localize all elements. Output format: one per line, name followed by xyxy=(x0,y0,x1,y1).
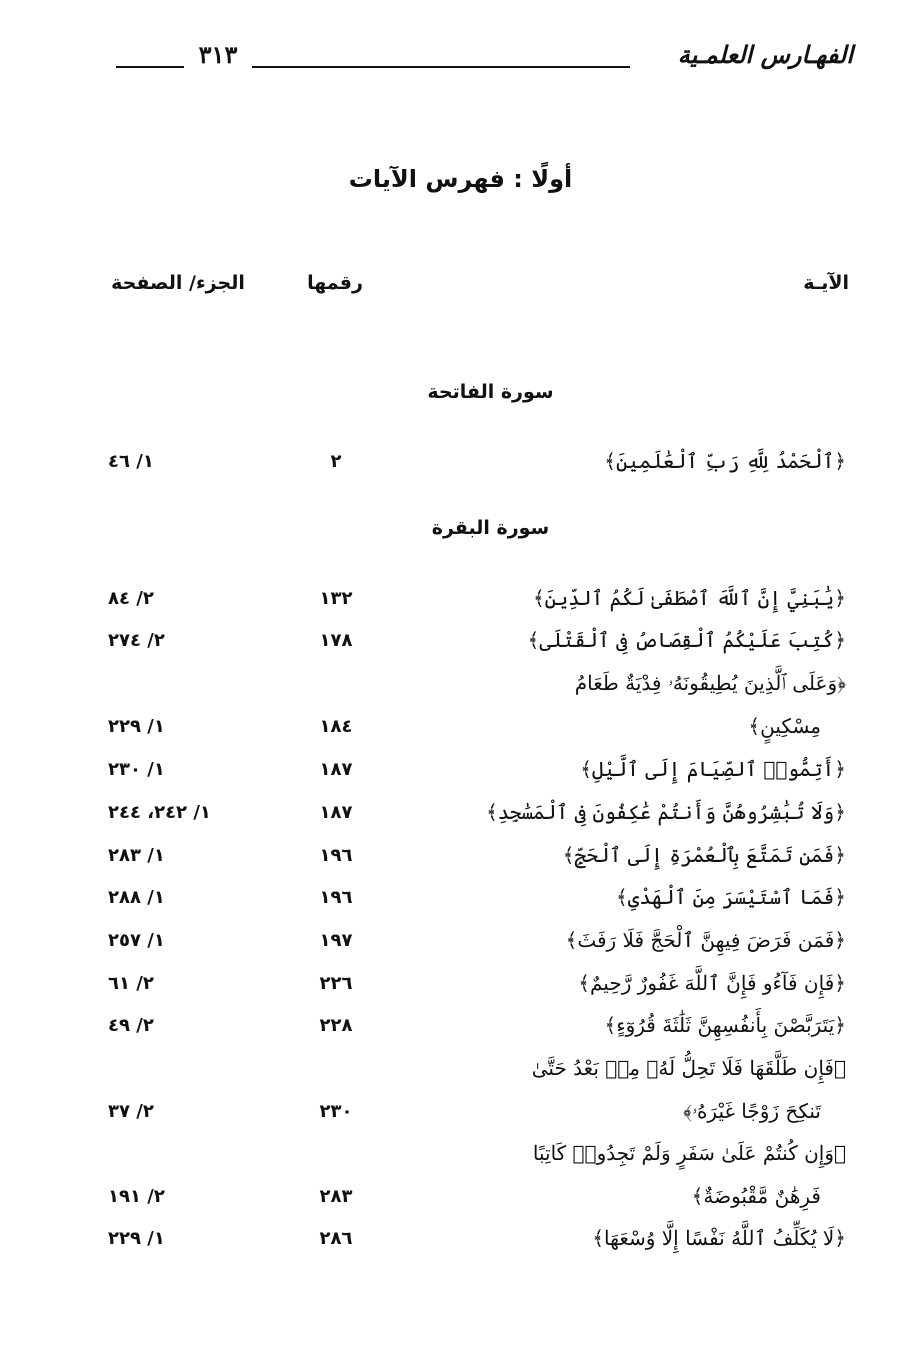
verse-text: ﴿فَمَن تَمَتَّعَ بِٱلْعُمْرَةِ إِلَى ٱلْحَجِّ﴾ xyxy=(562,843,846,867)
table-row xyxy=(0,885,921,925)
verse-text: ﴿يَتَرَبَّصْنَ بِأَنفُسِهِنَّ ثَلَٰثَةَ قُرُوٓءٍ﴾ xyxy=(604,1013,846,1037)
volume-page xyxy=(108,673,248,694)
verse-text: ﴿وَعَلَى ٱلَّذِينَ يُطِيقُونَهُۥ فِدْيَةٌ طَعَامُ xyxy=(574,671,846,695)
volume-page-value: ٢/ ٤٩ xyxy=(108,1015,154,1036)
table-row xyxy=(0,628,921,668)
table-row xyxy=(0,757,921,797)
verse-text: فَرِهَٰنٌ مَّقْبُوضَةٌ﴾ xyxy=(691,1184,821,1208)
volume-page-value: ٢/ ٣٧ xyxy=(108,1101,154,1122)
verse-number: ١٩٧ xyxy=(319,930,353,951)
column-header-page: الجزء/ الصفحة xyxy=(111,272,245,294)
volume-page xyxy=(108,973,248,994)
verse-number: ١٨٧ xyxy=(319,802,353,823)
verse-text: ﴿فَمَا ٱسْتَيْسَرَ مِنَ ٱلْهَدْىِ﴾ xyxy=(615,885,846,909)
header-rule xyxy=(116,66,184,68)
volume-page xyxy=(108,759,248,780)
volume-page-value: ٢/ ٨٤ xyxy=(108,588,154,609)
verse-text: ﴿فَمَن فَرَضَ فِيهِنَّ ٱلْحَجَّ فَلَا رَفَثَ﴾ xyxy=(565,928,846,952)
column-header-number: رقمها xyxy=(307,272,363,294)
volume-page xyxy=(108,802,248,823)
table-row xyxy=(0,1226,921,1266)
table-row xyxy=(0,1099,921,1139)
verse-text: ﴿كُتِبَ عَلَيْكُمُ ٱلْقِصَاصُ فِى ٱلْقَتْلَى﴾ xyxy=(527,628,846,652)
table-row xyxy=(0,714,921,754)
volume-page-value: ١/ ٢٢٩ xyxy=(108,1228,165,1249)
volume-page xyxy=(108,716,248,737)
verse-number: ١٧٨ xyxy=(319,630,353,651)
verse-number: ٢٨٣ xyxy=(319,1186,353,1207)
verse-number: ٢٢٨ xyxy=(319,1015,353,1036)
verse-number: ١٩٦ xyxy=(319,887,353,908)
verse-text: ﴿فَإِن فَآءُو فَإِنَّ ٱللَّهَ غَفُورٌ رَّحِيمٌ﴾ xyxy=(578,971,846,995)
volume-page-value: ١/ ٢٨٨ xyxy=(108,887,165,908)
volume-page-value: ١/ ٤٦ xyxy=(108,451,154,472)
table-row xyxy=(0,1013,921,1053)
volume-page xyxy=(108,1143,248,1164)
volume-page xyxy=(108,451,248,472)
header-rule xyxy=(252,66,630,68)
verse-text: ﴿وَلَا تُبَٰشِرُوهُنَّ وَأَنتُمْ عَٰكِفُونَ فِى ٱلْمَسَٰجِدِ﴾ xyxy=(486,800,846,824)
table-row xyxy=(0,1056,921,1096)
verse-text: ﴿لَا يُكَلِّفُ ٱللَّهُ نَفْسًا إِلَّا وُسْعَهَا﴾ xyxy=(592,1226,846,1250)
verse-number: ١٨٤ xyxy=(319,716,353,737)
volume-page-value: ١/ ٢٥٧ xyxy=(108,930,165,951)
running-title: الفهـارس العلمـية xyxy=(677,40,853,69)
volume-page xyxy=(108,845,248,866)
page-number: ٣١٣ xyxy=(198,40,238,69)
volume-page xyxy=(108,1186,248,1207)
volume-page xyxy=(108,1015,248,1036)
volume-page xyxy=(108,930,248,951)
verse-number: ١٣٢ xyxy=(319,588,353,609)
verse-number: ٢٢٦ xyxy=(319,973,353,994)
column-header-aya: الآيـة xyxy=(803,272,849,294)
volume-page-value: ١/ ٢٣٠ xyxy=(108,759,165,780)
volume-page-value: ٢/ ٢٧٤ xyxy=(108,630,165,651)
volume-page xyxy=(108,1058,248,1079)
verse-text: ﴿فَإِن طَلَّقَهَا فَلَا تَحِلُّ لَهُۥ مِنۢ بَعْدُ حَتَّىٰ xyxy=(531,1056,846,1080)
table-row xyxy=(0,971,921,1011)
verse-text: ﴿ٱلْحَمْدُ لِلَّهِ رَبِّ ٱلْعَٰلَمِينَ﴾ xyxy=(604,449,846,473)
verse-text: تَنكِحَ زَوْجًا غَيْرَهُۥ﴾ xyxy=(683,1099,821,1123)
table-row xyxy=(0,449,921,489)
volume-page xyxy=(108,588,248,609)
volume-page xyxy=(108,630,248,651)
table-row xyxy=(0,928,921,968)
surah-heading: سورة الفاتحة xyxy=(427,381,554,403)
table-row xyxy=(0,1184,921,1224)
volume-page xyxy=(108,1228,248,1249)
verse-number: ١٨٧ xyxy=(319,759,353,780)
volume-page-value: ٢/ ١٩١ xyxy=(108,1186,165,1207)
volume-page-value: ١/ ٢٢٩ xyxy=(108,716,165,737)
volume-page xyxy=(108,1101,248,1122)
table-row xyxy=(0,671,921,711)
verse-number: ٢ xyxy=(330,451,342,472)
table-row xyxy=(0,843,921,883)
verse-text: مِسْكِينٍ﴾ xyxy=(748,714,821,738)
verse-text: ﴿يَٰبَنِيَّ إِنَّ ٱللَّهَ ٱصْطَفَىٰ لَكُمُ ٱلدِّينَ﴾ xyxy=(532,586,846,610)
verse-number: ١٩٦ xyxy=(319,845,353,866)
table-row xyxy=(0,800,921,840)
table-row xyxy=(0,1141,921,1181)
verse-number: ٢٨٦ xyxy=(319,1228,353,1249)
verse-number: ٢٣٠ xyxy=(319,1101,353,1122)
table-row xyxy=(0,586,921,626)
verse-text: ﴿وَإِن كُنتُمْ عَلَىٰ سَفَرٍ وَلَمْ تَجِدُوا۟ كَاتِبًا xyxy=(532,1141,846,1165)
volume-page-value: ١/ ٢٨٣ xyxy=(108,845,165,866)
surah-heading: سورة البقرة xyxy=(431,517,550,539)
volume-page-value: ١/ ٢٤٢، ٢٤٤ xyxy=(108,802,211,823)
volume-page-value: ٢/ ٦١ xyxy=(108,973,154,994)
volume-page xyxy=(108,887,248,908)
index-title: أولًا : فهرس الآيات xyxy=(348,165,573,193)
verse-text: ﴿أَتِمُّوا۟ ٱلصِّيَامَ إِلَى ٱلَّيْلِ﴾ xyxy=(580,757,846,781)
